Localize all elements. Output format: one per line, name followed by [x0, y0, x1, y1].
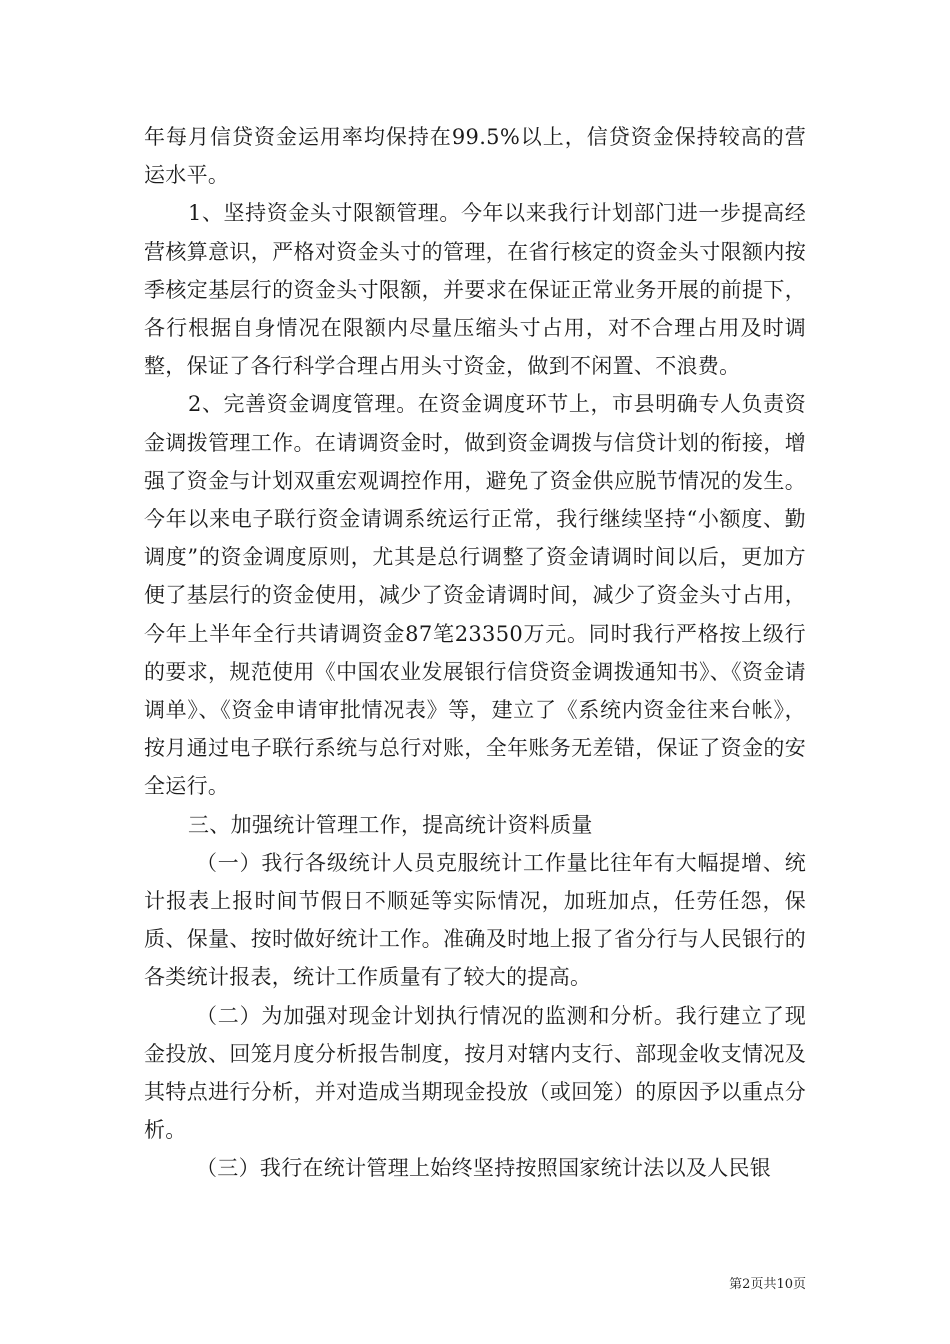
document-body	[144, 118, 806, 1188]
paragraph-statistics-3: （三）我行在统计管理上始终坚持按照国家统计法以及人民银	[196, 1156, 772, 1181]
page-number: 第2页共10页	[729, 1277, 806, 1292]
paragraph-statistics-2: （二）为加强对现金计划执行情况的监测和分析。我行建立了现金投放、回笼月度分析报告制度，按月对辖内支行、部现金收支情况及其特点进行分析，并对造成当期现金投放（或回笼）的原因予以重点分析。	[144, 1003, 806, 1143]
section-heading-statistics: 三、加强统计管理工作，提高统计资料质量	[188, 812, 593, 837]
paragraph-continuation: 年每月信贷资金运用率均保持在99.5%以上，信贷资金保持较高的营运水平。	[144, 125, 806, 188]
paragraph-statistics-1: （一）我行各级统计人员克服统计工作量比往年有大幅提增、统计报表上报时间节假日不顺延等实际情况，加班加点，任劳任怨，保质、保量、按时做好统计工作。准确及时地上报了省分行与人民银行的各类统计报表，统计工作质量有了较大的提高。	[144, 850, 806, 990]
paragraph-fund-dispatch: 2、完善资金调度管理。在资金调度环节上，市县明确专人负责资金调拨管理工作。在请调资金时，做到资金调拨与信贷计划的衔接，增强了资金与计划双重宏观调控作用，避免了资金供应脱节情况的发生。今年以来电子联行资金请调系统运行正常，我行继续坚持“小额度、勤调度”的资金调度原则，尤其是总行调整了资金请调时间以后，更加方便了基层行的资金使用，减少了资金请调时间，减少了资金头寸占用，今年上半年全行共请调资金87笔23350万元。同时我行严格按上级行的要求，规范使用《中国农业发展银行信贷资金调拨通知书》、《资金请调单》、《资金申请审批情况表》等，建立了《系统内资金往来台帐》，按月通过电子联行系统与总行对账，全年账务无差错，保证了资金的安全运行。	[144, 392, 806, 799]
paragraph-cash-position-limit: 1、坚持资金头寸限额管理。今年以来我行计划部门进一步提高经营核算意识，严格对资金头寸的管理，在省行核定的资金头寸限额内按季核定基层行的资金头寸限额，并要求在保证正常业务开展的前提下，各行根据自身情况在限额内尽量压缩头寸占用，对不合理占用及时调整，保证了各行科学合理占用头寸资金，做到不闲置、不浪费。	[144, 201, 806, 379]
